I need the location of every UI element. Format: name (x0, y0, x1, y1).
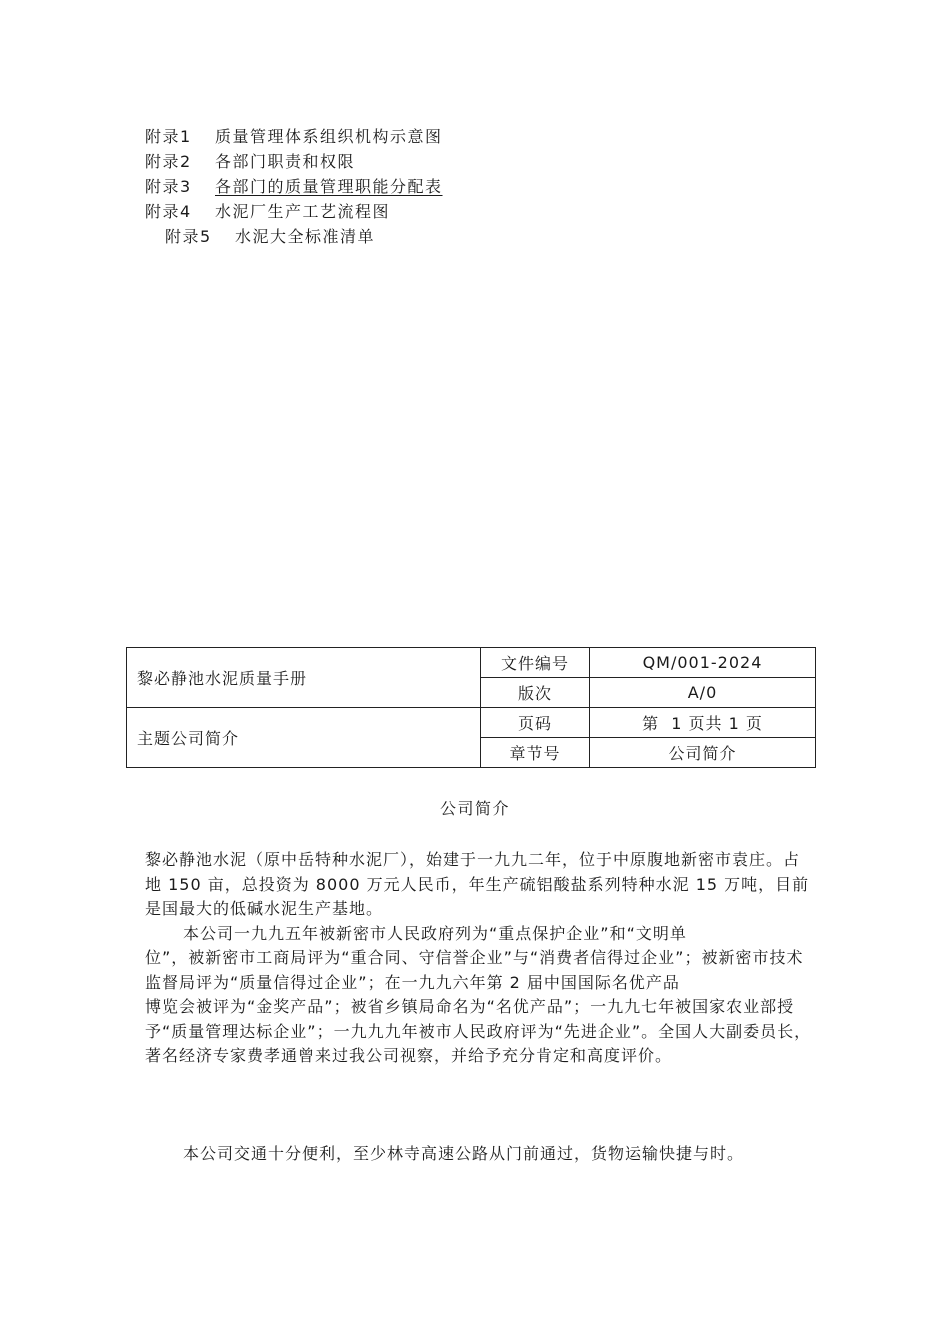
appendix-item (145, 149, 443, 174)
appendix-title: 水泥厂生产工艺流程图 (215, 202, 391, 221)
header-value: 公司简介 (590, 738, 816, 768)
appendix-number: 附录5 (165, 227, 212, 246)
header-label: 版次 (481, 678, 590, 708)
body-text-transport (145, 1142, 815, 1167)
appendix-item (145, 174, 443, 199)
subject-title: 主题公司简介 (127, 708, 481, 768)
appendix-number: 附录4 (145, 202, 192, 221)
header-label: 页码 (481, 708, 590, 738)
manual-title: 黎必静池水泥质量手册 (127, 648, 481, 708)
paragraph: 本公司一九九五年被新密市人民政府列为“重点保护企业”和“文明单 (183, 923, 687, 943)
header-value: A/0 (590, 678, 816, 708)
body-text (145, 848, 815, 1069)
section-title: 公司简介 (439, 799, 510, 818)
appendix-item (145, 224, 443, 249)
appendix-number: 附录3 (145, 177, 192, 196)
appendix-title: 各部门职责和权限 (215, 152, 356, 171)
appendix-number: 附录1 (145, 127, 192, 146)
paragraph: 黎必静池水泥（原中岳特种水泥厂），始建于一九九二年，位于中原腹地新密市袁庄。占地 150 亩，总投资为 8000 万元人民币，年生产硫铝酸盐系列特种水泥 15 万吨，目前是国最大的低碱水泥生产基地。 (145, 850, 810, 918)
header-label: 章节号 (481, 738, 590, 768)
appendix-item (145, 124, 443, 149)
appendix-title: 水泥大全标准清单 (235, 227, 376, 246)
header-value: QM/001-2024 (590, 648, 816, 678)
paragraph: 博览会被评为“金奖产品”；被省乡镇局命名为“名优产品”；一九九七年被国家农业部授予“质量管理达标企业”；一九九九年被市人民政府评为“先进企业”。全国人大副委员长，著名经济专家费孝通曾来过我公司视察，并给予充分肯定和高度评价。 (145, 997, 812, 1065)
paragraph: 本公司交通十分便利，至少林寺高速公路从门前通过，货物运输快捷与时。 (183, 1144, 745, 1163)
document-header-table (126, 647, 816, 768)
appendix-title: 质量管理体系组织机构示意图 (215, 127, 443, 146)
appendix-title-link[interactable]: 各部门的质量管理职能分配表 (215, 177, 443, 196)
paragraph: 位”，被新密市工商局评为“重合同、守信誉企业”与“消费者信得过企业”；被新密市技术监督局评为“质量信得过企业”；在一九九六年第 2 届中国国际名优产品 (145, 948, 804, 992)
appendix-item (145, 199, 443, 224)
header-value: 第 1 页共 1 页 (590, 708, 816, 738)
appendix-list (145, 124, 443, 249)
header-label: 文件编号 (481, 648, 590, 678)
appendix-number: 附录2 (145, 152, 192, 171)
